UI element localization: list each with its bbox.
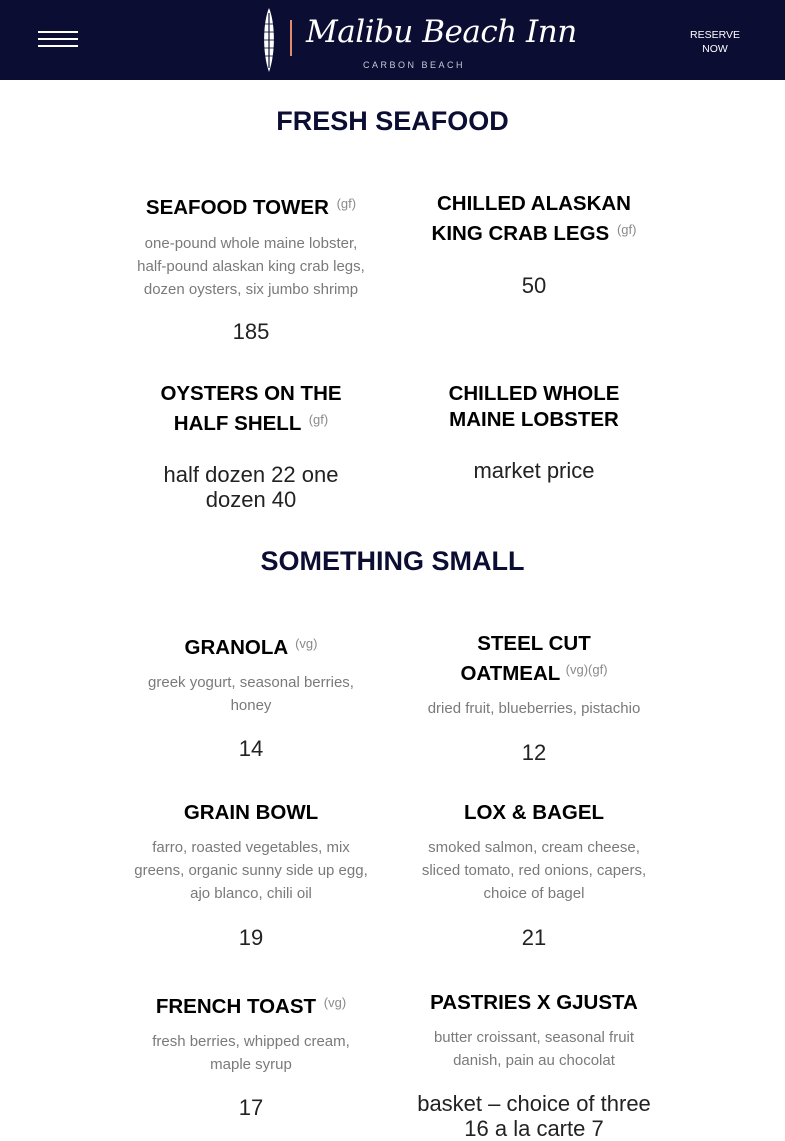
item-price: 21 — [521, 925, 547, 950]
dietary-tag: (vg) — [295, 636, 318, 651]
item-name: SEAFOOD TOWER $^{(gf)}$ — [145, 196, 357, 219]
reserve-now-button[interactable] — [685, 28, 745, 56]
reserve-label-line2: NOW — [702, 43, 728, 55]
surfboard-logo-icon — [262, 8, 276, 72]
dietary-tag: (gf) — [616, 222, 637, 237]
item-name: LOX & BAGEL — [463, 801, 605, 824]
item-description: smoked salmon, cream cheese, sliced tomato, red onions, capers, choice of bagel — [421, 839, 647, 902]
item-name: FRENCH TOAST $^{(vg)}$ — [155, 995, 347, 1018]
menu-item — [132, 631, 370, 761]
menu-item — [132, 191, 370, 344]
menu-item — [132, 990, 370, 1120]
item-name: STEEL CUT OATMEAL $^{(vg)(gf)}$ — [460, 632, 608, 685]
item-price: 50 — [521, 273, 547, 298]
item-name: PASTRIES X GJUSTA — [430, 991, 638, 1014]
item-price: 12 — [521, 740, 547, 765]
item-description: fresh berries, whipped cream, maple syrup — [152, 1033, 350, 1073]
item-description: butter croissant, seasonal fruit danish, pain au chocolat — [433, 1029, 635, 1069]
menu-icon[interactable] — [38, 31, 78, 48]
logo-divider — [290, 20, 292, 56]
item-price: market price — [473, 458, 595, 483]
item-price: 185 — [232, 319, 270, 344]
dietary-tag: (vg) — [323, 995, 347, 1010]
item-description: dried fruit, blueberries, pistachio — [427, 700, 641, 717]
item-price: 19 — [238, 925, 264, 950]
item-name: CHILLED ALASKAN KING CRAB LEGS $^{(gf)}$ — [431, 192, 637, 245]
item-description: greek yogurt, seasonal berries, honey — [148, 674, 354, 714]
menu-item — [415, 381, 653, 483]
menu-item — [415, 990, 653, 1141]
item-description: one-pound whole maine lobster, half-pound alaskan king crab legs, dozen oysters, six jumbo shrimp — [137, 235, 365, 298]
item-price: basket – choice of three 16 a la carte 7 — [417, 1091, 651, 1141]
item-name: GRANOLA $^{(vg)}$ — [184, 636, 318, 659]
section-title-something-small: SOMETHING SMALL — [260, 546, 525, 576]
menu-item — [415, 631, 653, 765]
dietary-tag: (vg)(gf) — [565, 662, 608, 677]
menu-item — [132, 381, 370, 512]
dietary-tag: (gf) — [308, 412, 329, 427]
item-description: farro, roasted vegetables, mix greens, organic sunny side up egg, ajo blanco, chili oil — [134, 839, 368, 902]
menu-item — [132, 800, 370, 950]
menu-item — [415, 800, 653, 950]
section-title-fresh-seafood: FRESH SEAFOOD — [276, 106, 509, 136]
dietary-tag: (gf) — [336, 196, 357, 211]
site-header — [0, 0, 785, 80]
item-name: CHILLED WHOLE MAINE LOBSTER — [448, 382, 620, 431]
reserve-label-line1: RESERVE — [690, 29, 740, 41]
item-price: 14 — [238, 736, 264, 761]
logo-subtitle: CARBON BEACH — [363, 60, 466, 70]
item-price: 17 — [238, 1095, 264, 1120]
menu-item — [415, 191, 653, 298]
item-price: half dozen 22 one dozen 40 — [163, 462, 339, 512]
logo-wordmark: Malibu Beach Inn — [306, 14, 577, 50]
item-name: OYSTERS ON THE HALF SHELL $^{(gf)}$ — [160, 382, 342, 435]
site-logo[interactable] — [262, 8, 577, 72]
item-name: GRAIN BOWL — [183, 801, 319, 824]
